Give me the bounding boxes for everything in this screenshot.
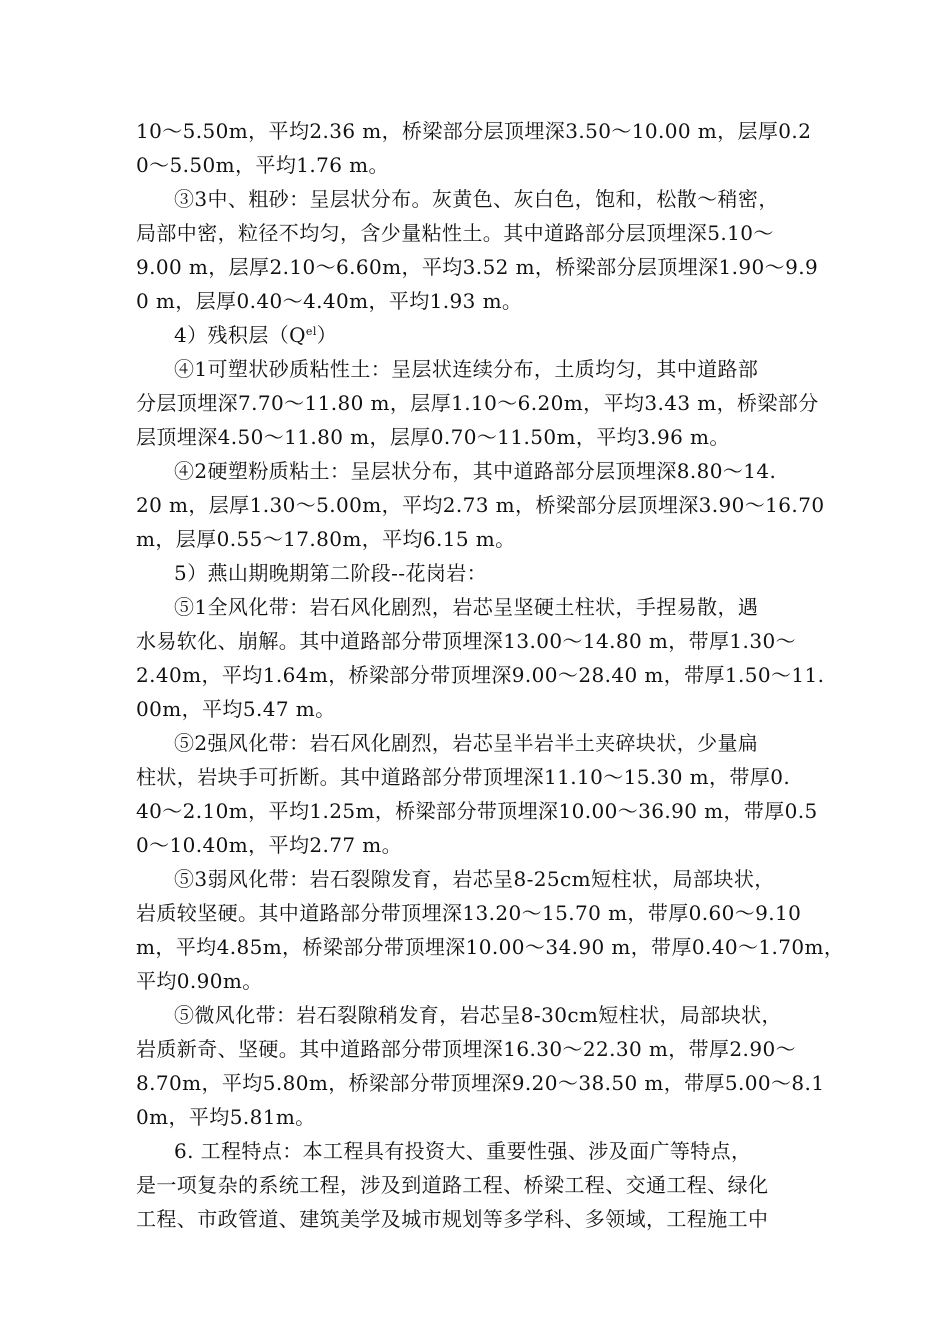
text-line: 柱状，岩块手可折断。其中道路部分带顶埋深11.10～15.30 m，带厚0. [136, 765, 791, 789]
text-line: ④1可塑状砂质粘性土：呈层状连续分布，土质均匀，其中道路部 [174, 357, 759, 381]
text-line: 00m，平均5.47 m。 [136, 697, 336, 721]
text-line: 局部中密，粒径不均匀，含少量粘性土。其中道路部分层顶埋深5.10～ [136, 221, 774, 245]
text-line: 2.40m，平均1.64m，桥梁部分带顶埋深9.00～28.40 m，带厚1.50～11. [136, 663, 825, 687]
text-line: 岩质较坚硬。其中道路部分带顶埋深13.20～15.70 m，带厚0.60～9.10 [136, 901, 802, 925]
document-body [136, 114, 845, 1236]
text-line: 分层顶埋深7.70～11.80 m，层厚1.10～6.20m，平均3.43 m，桥梁部分 [136, 391, 819, 415]
heading-suffix: ） [316, 323, 338, 347]
text-line: ⑤3弱风化带：岩石裂隙发育，岩芯呈8-25cm短柱状，局部块状， [174, 867, 775, 891]
text-line: 水易软化、崩解。其中道路部分带顶埋深13.00～14.80 m，带厚1.30～ [136, 629, 796, 653]
text-line: 是一项复杂的系统工程，涉及到道路工程、桥梁工程、交通工程、绿化 [136, 1173, 769, 1197]
text-line: 工程、市政管道、建筑美学及城市规划等多学科、多领域，工程施工中 [136, 1207, 769, 1231]
text-line: ⑤微风化带：岩石裂隙稍发育，岩芯呈8-30cm短柱状，局部块状， [174, 1003, 782, 1027]
text-line: 40～2.10m，平均1.25m，桥梁部分带顶埋深10.00～36.90 m，带厚0.5 [136, 799, 818, 823]
text-line: 9.00 m，层厚2.10～6.60m，平均3.52 m，桥梁部分层顶埋深1.90～9.9 [136, 255, 819, 279]
text-line: 10～5.50m，平均2.36 m，桥梁部分层顶埋深3.50～10.00 m，层厚0.2 [136, 119, 812, 143]
text-line: ⑤1全风化带：岩石风化剧烈，岩芯呈坚硬土柱状，手捏易散，遇 [174, 595, 759, 619]
text-line: 0m，平均5.81m。 [136, 1105, 316, 1129]
heading-prefix: 4）残积层（Q [174, 323, 306, 347]
text-line: ⑤2强风化带：岩石风化剧烈，岩芯呈半岩半土夹碎块状，少量扁 [174, 731, 759, 755]
text-line: 8.70m，平均5.80m，桥梁部分带顶埋深9.20～38.50 m，带厚5.00～8.1 [136, 1071, 825, 1095]
text-line: m，层厚0.55～17.80m，平均6.15 m。 [136, 527, 516, 551]
text-line: 0～5.50m，平均1.76 m。 [136, 153, 389, 177]
section-heading: 5）燕山期晚期第二阶段--花岗岩： [174, 561, 488, 585]
text-line: 平均0.90m。 [136, 969, 263, 993]
text-line: 0～10.40m，平均2.77 m。 [136, 833, 402, 857]
text-line: 层顶埋深4.50～11.80 m，层厚0.70～11.50m，平均3.96 m。 [136, 425, 730, 449]
text-line: 6. 工程特点：本工程具有投资大、重要性强、涉及面广等特点， [174, 1139, 752, 1163]
text-line: ④2硬塑粉质粘土：呈层状分布，其中道路部分层顶埋深8.80～14. [174, 459, 777, 483]
heading-superscript: el [305, 325, 317, 338]
section-heading [136, 318, 836, 352]
text-line: 岩质新奇、坚硬。其中道路部分带顶埋深16.30～22.30 m，带厚2.90～ [136, 1037, 796, 1061]
text-line: 0 m，层厚0.40～4.40m，平均1.93 m。 [136, 289, 523, 313]
text-line: ③3中、粗砂：呈层状分布。灰黄色、灰白色，饱和，松散～稍密， [174, 187, 779, 211]
text-line: 20 m，层厚1.30～5.00m，平均2.73 m，桥梁部分层顶埋深3.90～16.70 [136, 493, 825, 517]
text-line: m，平均4.85m，桥梁部分带顶埋深10.00～34.90 m，带厚0.40～1.70m， [136, 935, 845, 959]
